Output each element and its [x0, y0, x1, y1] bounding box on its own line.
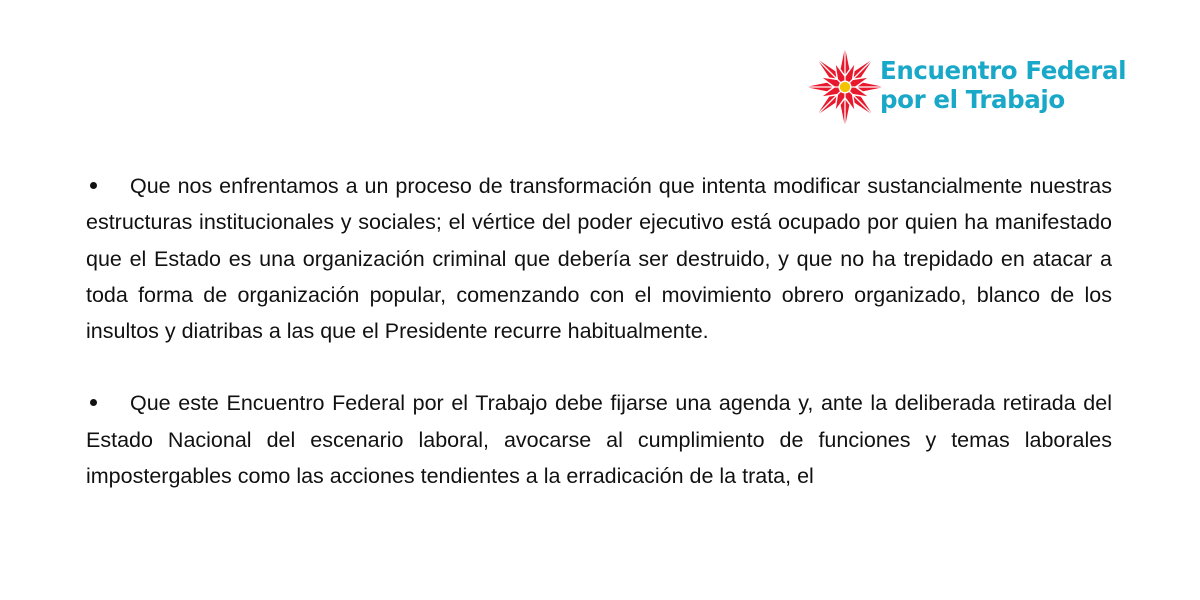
paragraph-1	[86, 168, 1112, 349]
star-flower-icon	[800, 42, 890, 132]
logo-line-2: por el Trabajo	[880, 85, 1065, 114]
paragraph-2	[86, 385, 1112, 494]
logo-line-1: Encuentro Federal	[880, 56, 1127, 85]
paragraph-text: Que nos enfrentamos a un proceso de transformación que intenta modificar sustancialmente nuestras estructuras institucionales y sociales; el vértice del poder ejecutivo está ocupado por quien ha manifestado que el Estado es una organización criminal que debería ser destruido, y que no ha trepidado en atacar a toda forma de organización popular, comenzando con el movimiento obrero organizado, blanco de los insultos y diatribas a las que el Presidente recurre habitualmente.	[86, 174, 1112, 344]
bullet	[86, 168, 130, 204]
bullet	[86, 385, 130, 421]
logo-text	[880, 56, 1126, 114]
paragraph-text: Que este Encuentro Federal por el Trabajo debe fijarse una agenda y, ante la deliberada retirada del Estado Nacional del escenario laboral, avocarse al cumplimiento de funciones y temas laborales impostergables como las acciones tendientes a la erradicación de la trata, el	[86, 391, 1112, 489]
logo	[800, 42, 1140, 142]
document-body	[86, 168, 1112, 494]
